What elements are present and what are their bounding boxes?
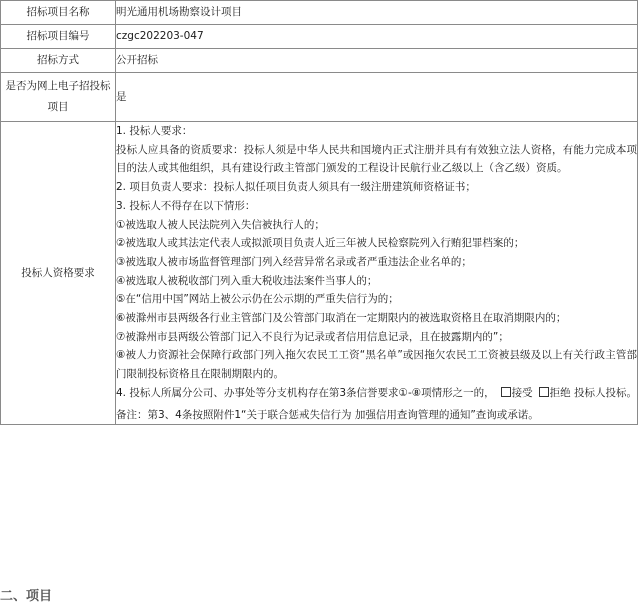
- online-tender-value: 是: [116, 73, 638, 122]
- req-line: 2. 项目负责人要求：投标人拟任项目负责人须具有一级注册建筑师资格证书；: [116, 181, 476, 194]
- row-project-name: [1, 1, 638, 25]
- req-note: 备注：第3、4条按照附件1“关于联合惩戒失信行为 加强信用查询管理的通知”查询或承诺。: [116, 408, 539, 421]
- online-tender-label: 是否为网上电子招投标项目: [1, 73, 116, 122]
- req-line: ①被选取人被人民法院列入失信被执行人的；: [116, 218, 325, 231]
- row-project-code: [1, 25, 638, 49]
- req-line: ⑥被滁州市县两级各行业主管部门及公管部门取消在一定期限内的被选取资格且在取消期限内的；: [116, 312, 567, 325]
- req-item-4: [116, 384, 637, 403]
- row-online-tender: [1, 73, 638, 122]
- req-line: 1. 投标人要求：: [116, 125, 193, 137]
- req-line: 投标人应具备的资质要求：投标人须是中华人民共和国境内正式注册并具有有效独立法人资格，有能力完成本项目的法人或其他组织，具有建设行政主管部门颁发的工程设计民航行业乙级以上（含乙级）资质。: [116, 143, 637, 175]
- accept-checkbox[interactable]: [501, 387, 511, 397]
- req-line: ⑧被人力资源社会保障行政部门列入拖欠农民工工资“黑名单”或因拖欠农民工工资被县级及以上有关行政主管部门限制投标资格且在限制期限内的。: [116, 349, 637, 381]
- item4-tail: 投标人投标。: [574, 386, 637, 399]
- reject-label: 拒绝: [549, 386, 571, 399]
- tender-method-label: 招标方式: [1, 49, 116, 73]
- reject-checkbox[interactable]: [539, 387, 549, 397]
- item4-text: 4. 投标人所属分公司、办事处等分支机构存在第3条信誉要求①-⑧项情形之一的，: [116, 386, 495, 399]
- next-section-heading: 二、项目: [0, 589, 53, 604]
- req-line: 3. 投标人不得存在以下情形：: [116, 199, 256, 212]
- project-code-value: czgc202203-047: [116, 25, 638, 49]
- project-name-label: 招标项目名称: [1, 1, 116, 25]
- req-line: ⑦被滁州市县两级公管部门记入不良行为记录或者信用信息记录，且在披露期内的”；: [116, 330, 509, 343]
- qualification-label: 投标人资格要求: [1, 122, 116, 425]
- row-tender-method: [1, 49, 638, 73]
- req-line: ④被选取人被税收部门列入重大税收违法案件当事人的；: [116, 274, 378, 287]
- req-line: ⑤在“信用中国”网站上被公示仍在公示期的严重失信行为的；: [116, 293, 399, 306]
- qualification-content: [116, 122, 638, 425]
- tender-method-value: 公开招标: [116, 49, 638, 73]
- project-name-value: 明光通用机场勘察设计项目: [116, 1, 638, 25]
- accept-label: 接受: [511, 386, 533, 399]
- req-line: ②被选取人或其法定代表人或拟派项目负责人近三年被人民检察院列入行贿犯罪档案的；: [116, 237, 525, 250]
- project-code-label: 招标项目编号: [1, 25, 116, 49]
- req-line: ③被选取人被市场监督管理部门列入经营异常名录或者严重违法企业名单的；: [116, 255, 472, 268]
- row-qualification: [1, 122, 638, 425]
